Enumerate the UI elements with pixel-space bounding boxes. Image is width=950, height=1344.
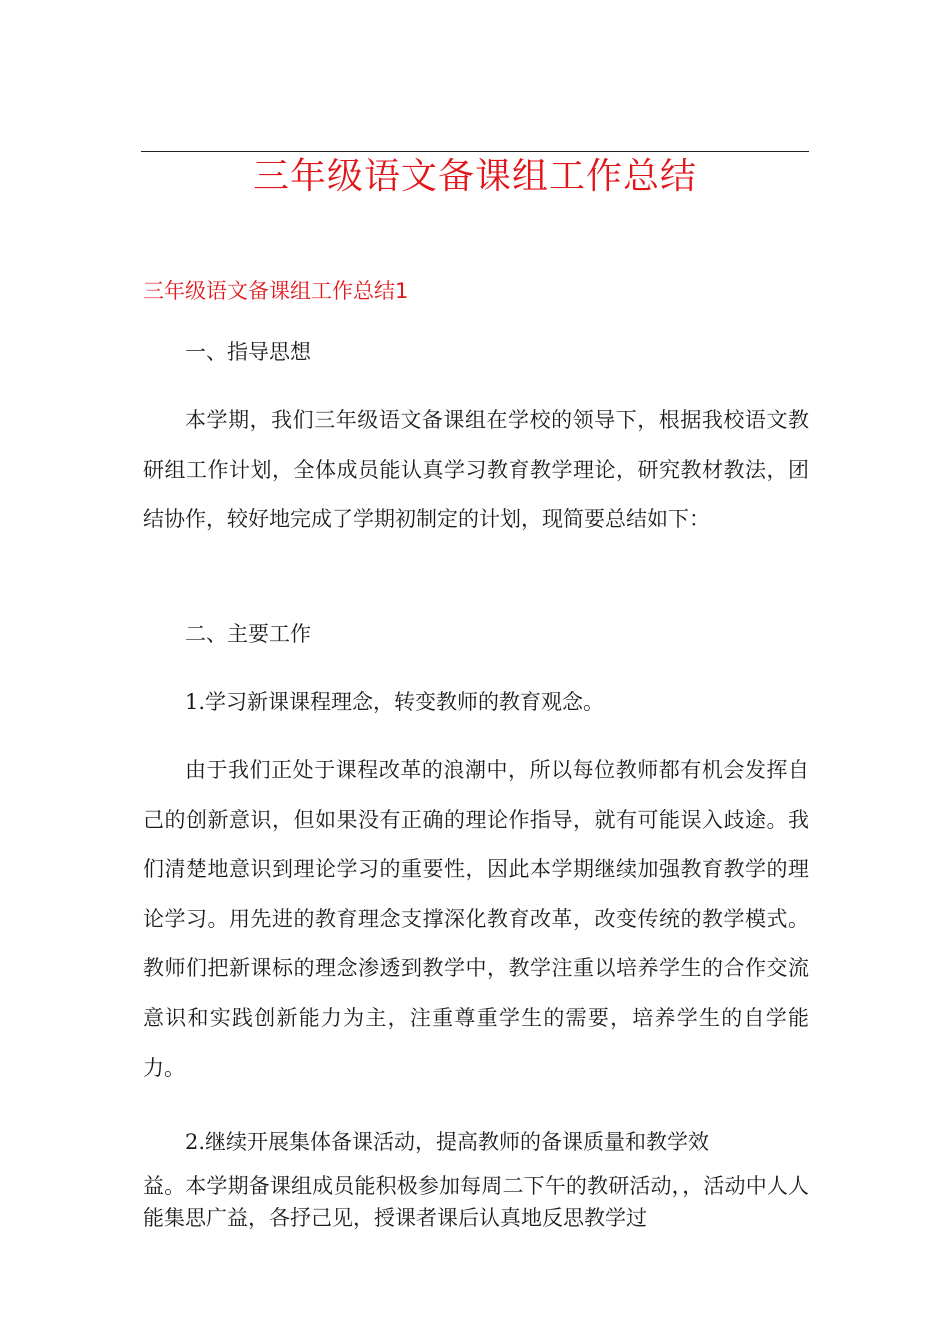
section-heading: 三年级语文备课组工作总结1 (143, 279, 409, 303)
item2-title: 2.继续开展集体备课活动，提高教师的备课质量和教学效 (185, 1130, 710, 1154)
document-title: 三年级语文备课组工作总结 (252, 156, 697, 197)
item1-title: 1.学习新课课程理念，转变教师的教育观念。 (185, 690, 605, 714)
item2-body-paragraph: 益。本学期备课组成员能积极参加每周二下午的教研活动，，活动中人人能集思广益，各抒己见，授课者课后认真地反思教学过 (143, 1174, 809, 1230)
main-work-heading: 二、主要工作 (185, 622, 311, 646)
guide-heading: 一、指导思想 (185, 340, 311, 364)
item1-body-paragraph: 由于我们正处于课程改革的浪潮中，所以每位教师都有机会发挥自己的创新意识，但如果没有正确的理论作指导，就有可能误入歧途。我们清楚地意识到理论学习的重要性，因此本学期继续加强教育教学的理论学习。用先进的教育理念支撑深化教育改革，改变传统的教学模式。教师们把新课标的理念渗透到教学中，教学注重以培养学生的合作交流意识和实践创新能力为主，注重尊重学生的需要，培养学生的自学能力。 (143, 758, 809, 1080)
intro-paragraph: 本学期，我们三年级语文备课组在学校的领导下，根据我校语文教研组工作计划，全体成员能认真学习教育教学理论，研究教材教法，团结协作，较好地完成了学期初制定的计划，现简要总结如下： (143, 408, 809, 532)
